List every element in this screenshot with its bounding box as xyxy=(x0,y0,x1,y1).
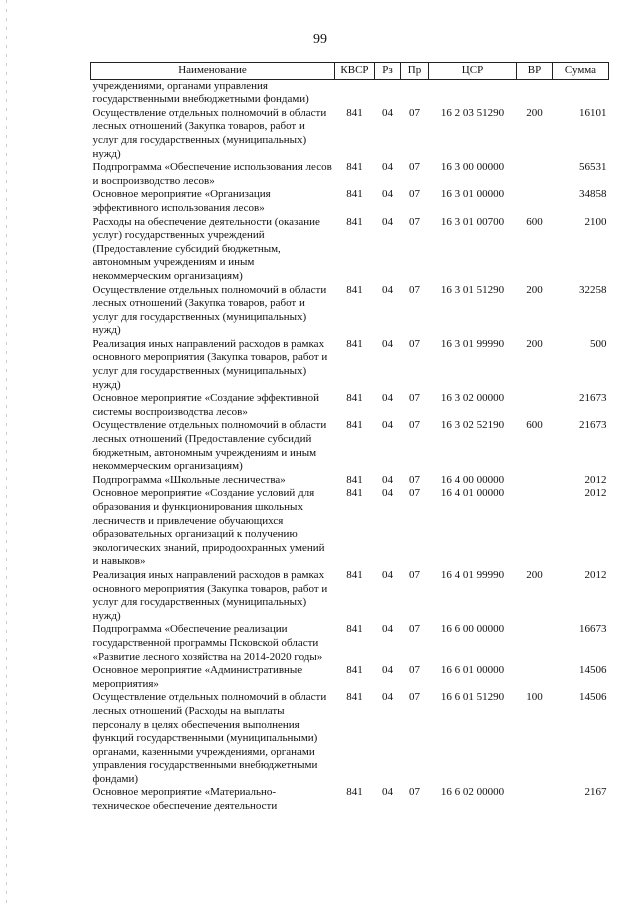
cell-rz: 04 xyxy=(382,106,393,119)
cell-csr: 16 6 02 00000 xyxy=(440,786,505,799)
column-header-rz: Рз xyxy=(375,63,401,80)
cell-rz: 04 xyxy=(382,487,393,500)
cell-kvsr: 841 xyxy=(346,392,363,405)
cell-vr xyxy=(517,392,553,419)
cell-rz: 04 xyxy=(382,568,393,581)
cell-sum: 56531 xyxy=(579,161,607,174)
cell-kvsr: 841 xyxy=(346,419,363,432)
cell-vr xyxy=(517,474,553,488)
cell-kvsr: 841 xyxy=(346,473,363,486)
cell-csr: 16 3 01 51290 xyxy=(440,283,505,296)
cell-kvsr xyxy=(335,79,375,107)
cell-pr: 07 xyxy=(409,392,420,405)
cell-csr: 16 4 01 99990 xyxy=(440,568,505,581)
cell-sum: 500 xyxy=(590,337,607,350)
cell-name: Осуществление отдельных полномочий в области лесных отношений (Расходы на выплаты персоналу в целях обеспечения выполнения функций государственными (муниципальными) органами, казенными учреждениями, органами управления государственными внебюджетными фондами) xyxy=(92,691,327,785)
cell-sum: 21673 xyxy=(579,419,607,432)
cell-csr xyxy=(429,79,517,107)
table-row xyxy=(91,107,609,161)
cell-vr: 100 xyxy=(526,691,543,704)
column-header-vr: ВР xyxy=(517,63,553,80)
cell-pr: 07 xyxy=(409,568,420,581)
cell-name: Основное мероприятие «Материально-техническое обеспечение деятельности xyxy=(92,786,278,813)
cell-sum: 16673 xyxy=(579,623,607,636)
cell-vr: 200 xyxy=(526,283,543,296)
table-row xyxy=(91,338,609,392)
cell-csr: 16 3 00 00000 xyxy=(440,161,505,174)
cell-kvsr: 841 xyxy=(346,691,363,704)
cell-name: Осуществление отдельных полномочий в области лесных отношений (Закупка товаров, работ и услуг для государственных (муниципальных) нужд) xyxy=(92,106,327,160)
cell-csr: 16 4 00 00000 xyxy=(440,473,505,486)
cell-vr: 200 xyxy=(526,337,543,350)
cell-sum: 14506 xyxy=(579,691,607,704)
cell-pr: 07 xyxy=(409,786,420,799)
cell-name: Подпрограмма «Обеспечение использования лесов и воспроизводство лесов» xyxy=(92,161,332,187)
cell-pr: 07 xyxy=(409,487,420,500)
cell-csr: 16 3 01 99990 xyxy=(440,337,505,350)
cell-vr xyxy=(517,161,553,188)
cell-kvsr: 841 xyxy=(346,283,363,296)
cell-pr: 07 xyxy=(409,623,420,636)
cell-kvsr: 841 xyxy=(346,568,363,581)
table-row xyxy=(91,691,609,786)
cell-name: Подпрограмма «Обеспечение реализации государственной программы Псковской области «Развитие лесного хозяйства на 2014-2020 годы» xyxy=(92,623,323,663)
cell-kvsr: 841 xyxy=(346,786,363,799)
cell-sum: 21673 xyxy=(579,392,607,405)
cell-sum: 34858 xyxy=(579,188,607,201)
cell-vr xyxy=(517,786,553,813)
cell-name: Реализация иных направлений расходов в рамках основного мероприятия (Закупка товаров, работ и услуг для государственных (муниципальных) нужд) xyxy=(92,568,328,622)
cell-sum: 2167 xyxy=(584,786,607,799)
table-row xyxy=(91,284,609,338)
cell-sum xyxy=(553,79,609,107)
cell-sum: 16101 xyxy=(579,106,607,119)
cell-csr: 16 6 01 00000 xyxy=(440,664,505,677)
cell-rz: 04 xyxy=(382,161,393,174)
cell-rz: 04 xyxy=(382,664,393,677)
cell-vr: 200 xyxy=(526,106,543,119)
cell-name: Подпрограмма «Школьные лесничества» xyxy=(92,473,286,486)
cell-sum: 2012 xyxy=(584,473,607,486)
cell-rz: 04 xyxy=(382,188,393,201)
table-row xyxy=(91,392,609,419)
cell-kvsr: 841 xyxy=(346,337,363,350)
budget-table xyxy=(90,62,609,814)
cell-csr: 16 3 01 00700 xyxy=(440,215,505,228)
cell-name: учреждениями, органами управления государственными внебюджетными фондами) xyxy=(92,79,309,106)
cell-pr: 07 xyxy=(409,473,420,486)
cell-name: Основное мероприятие «Организация эффективного использования лесов» xyxy=(92,188,271,214)
table-row xyxy=(91,419,609,473)
cell-pr: 07 xyxy=(409,161,420,174)
cell-pr xyxy=(401,79,429,107)
cell-vr xyxy=(517,664,553,691)
cell-kvsr: 841 xyxy=(346,664,363,677)
cell-pr: 07 xyxy=(409,337,420,350)
cell-rz: 04 xyxy=(382,283,393,296)
cell-rz: 04 xyxy=(382,337,393,350)
table-row xyxy=(91,161,609,188)
cell-sum: 14506 xyxy=(579,664,607,677)
cell-csr: 16 3 02 52190 xyxy=(440,419,505,432)
cell-rz: 04 xyxy=(382,215,393,228)
cell-pr: 07 xyxy=(409,283,420,296)
cell-rz: 04 xyxy=(382,623,393,636)
cell-kvsr: 841 xyxy=(346,623,363,636)
cell-pr: 07 xyxy=(409,419,420,432)
cell-name: Осуществление отдельных полномочий в области лесных отношений (Закупка товаров, работ и услуг для государственных (муниципальных) нужд) xyxy=(92,283,327,337)
cell-rz: 04 xyxy=(382,786,393,799)
cell-csr: 16 2 03 51290 xyxy=(440,106,505,119)
cell-vr: 600 xyxy=(526,419,543,432)
table-row xyxy=(91,487,609,569)
cell-kvsr: 841 xyxy=(346,188,363,201)
cell-name: Основное мероприятие «Административные мероприятия» xyxy=(92,664,303,690)
cell-rz xyxy=(375,79,401,107)
cell-sum: 2012 xyxy=(584,487,607,500)
cell-kvsr: 841 xyxy=(346,215,363,228)
cell-name: Основное мероприятие «Создание условий для образования и функционирования школьных лесничеств и привлечение обучающихся образовательных организаций к получению экологических знаний, природоохранных умений и навыков» xyxy=(92,487,325,568)
cell-rz: 04 xyxy=(382,691,393,704)
cell-kvsr: 841 xyxy=(346,161,363,174)
table-row xyxy=(91,664,609,691)
column-header-sum: Сумма xyxy=(553,63,609,80)
cell-sum: 2012 xyxy=(584,568,607,581)
cell-pr: 07 xyxy=(409,215,420,228)
cell-kvsr: 841 xyxy=(346,487,363,500)
cell-pr: 07 xyxy=(409,106,420,119)
cell-sum: 32258 xyxy=(579,283,607,296)
cell-pr: 07 xyxy=(409,188,420,201)
cell-csr: 16 3 01 00000 xyxy=(440,188,505,201)
table-body xyxy=(91,79,609,814)
column-header-csr: ЦСР xyxy=(429,63,517,80)
cell-pr: 07 xyxy=(409,664,420,677)
table-header-row xyxy=(91,63,609,80)
cell-name: Расходы на обеспечение деятельности (оказание услуг) государственных учреждений (Предоставление субсидий бюджетным, автономным учреждениям и иным некоммерческим организациям) xyxy=(92,215,320,282)
cell-rz: 04 xyxy=(382,419,393,432)
cell-name: Осуществление отдельных полномочий в области лесных отношений (Предоставление субсидий бюджетным, автономным учреждениям и иным некоммерческим организациям) xyxy=(92,419,327,473)
table-row xyxy=(91,188,609,215)
column-header-kvsr: КВСР xyxy=(335,63,375,80)
table-row xyxy=(91,569,609,623)
cell-kvsr: 841 xyxy=(346,106,363,119)
cell-vr xyxy=(517,188,553,215)
scan-edge xyxy=(6,0,7,905)
table-row xyxy=(91,786,609,813)
cell-vr xyxy=(517,487,553,569)
cell-vr xyxy=(517,623,553,664)
cell-csr: 16 6 01 51290 xyxy=(440,691,505,704)
cell-vr: 200 xyxy=(526,568,543,581)
table-row xyxy=(91,623,609,664)
cell-csr: 16 4 01 00000 xyxy=(440,487,505,500)
cell-pr: 07 xyxy=(409,691,420,704)
cell-rz: 04 xyxy=(382,392,393,405)
cell-csr: 16 6 00 00000 xyxy=(440,623,505,636)
column-header-pr: Пр xyxy=(401,63,429,80)
cell-sum: 2100 xyxy=(584,215,607,228)
cell-csr: 16 3 02 00000 xyxy=(440,392,505,405)
cell-rz: 04 xyxy=(382,473,393,486)
page-number: 99 xyxy=(313,32,327,47)
table-row xyxy=(91,474,609,488)
cell-vr: 600 xyxy=(526,215,543,228)
cell-name: Основное мероприятие «Создание эффективной системы воспроизводства лесов» xyxy=(92,392,320,418)
cell-vr xyxy=(517,79,553,107)
table-row xyxy=(91,216,609,284)
column-header-name: Наименование xyxy=(91,63,335,80)
cell-name: Реализация иных направлений расходов в рамках основного мероприятия (Закупка товаров, работ и услуг для государственных (муниципальных) нужд) xyxy=(92,337,328,391)
table-row xyxy=(91,79,609,107)
